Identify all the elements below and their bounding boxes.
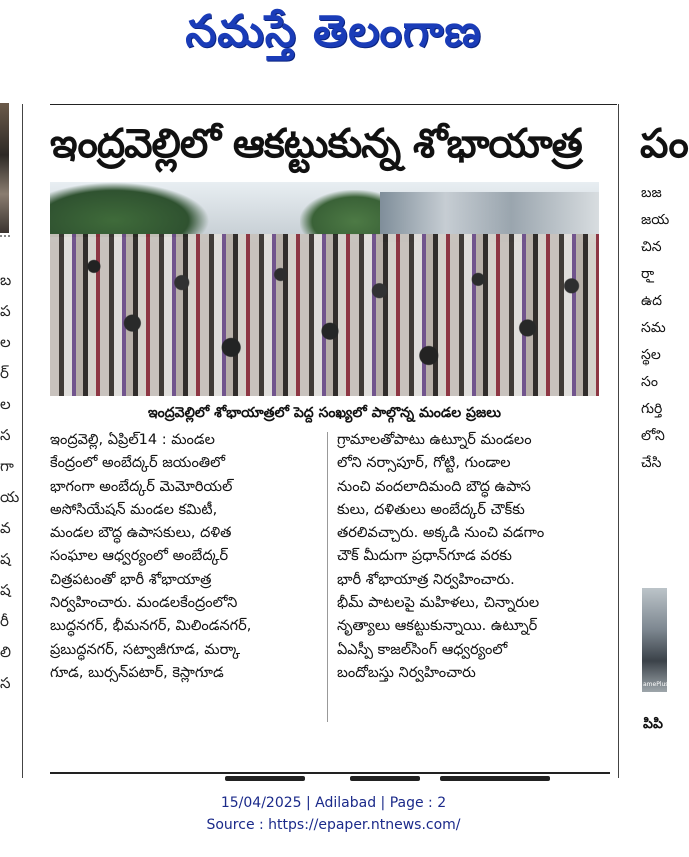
left-cut-line: గా — [0, 457, 14, 475]
right-cut-bottom-text: పిపి — [643, 716, 663, 732]
right-cut-line: సమ — [641, 320, 666, 336]
article-line: భారీ శోభాయాత్ర నిర్వహించారు. — [337, 571, 515, 588]
left-cut-line: ష — [0, 581, 11, 599]
photo-caption: ఇంద్రవెల్లిలో శోభాయాత్రలో పెద్ద సంఖ్యలో పాల్గొన్న మండల ప్రజలు — [148, 405, 501, 421]
article-line: ఇంద్రవెల్లి, ఏప్రిల్14 : మండల — [50, 432, 215, 448]
ink-fragment — [440, 776, 550, 781]
photo-trees — [50, 182, 210, 237]
left-cut-line: స — [0, 674, 11, 692]
right-cut-line: బజ — [641, 185, 662, 201]
right-cut-photo — [642, 588, 667, 692]
article-line: ఏఎస్పీ కాజల్‌సింగ్ ఆధ్వర్యంలో — [337, 641, 508, 658]
right-cut-line: చేసి — [641, 455, 662, 471]
left-divider — [0, 235, 10, 259]
left-cut-line: స — [0, 426, 11, 444]
right-cut-headline: పం — [640, 121, 689, 167]
left-cut-line: ర్ — [0, 364, 9, 382]
left-cut-line: య — [0, 488, 20, 506]
article-line: బుద్ధనగర్, భీమనగర్, మిలిండనగర్, — [50, 618, 252, 635]
left-cut-photo — [0, 103, 9, 233]
left-cut-line: ష — [0, 550, 11, 568]
right-cut-line: లోని — [641, 428, 665, 444]
left-cut-line: ల — [0, 333, 11, 351]
left-cut-line: ప — [0, 302, 11, 320]
right-cut-line: స్థల — [641, 347, 661, 363]
masthead — [0, 0, 667, 78]
left-cut-line: వ — [0, 519, 11, 537]
article-column-1 — [50, 429, 318, 685]
article-line: ప్రబుద్ధనగర్, సట్వాజీగూడ, మర్కా — [50, 641, 241, 658]
right-cut-line: జయ — [641, 212, 670, 228]
footer-source: Source : https://epaper.ntnews.com/ — [206, 817, 461, 833]
right-photo-credit: amePlus — [643, 681, 669, 688]
article-line: అసోసియేషన్ మండల కమిటీ, — [50, 501, 218, 518]
article-line: భీమ్ పాటలపై మహిళలు, చిన్నారుల — [337, 595, 540, 612]
left-cut-line: బ — [0, 271, 12, 289]
article-line: భాగంగా అంబేద్కర్ మెమోరియల్ — [50, 478, 233, 495]
article-line: కేంద్రంలో అంబేద్కర్ జయంతిలో — [50, 455, 226, 472]
article-line: నిర్వహించారు. మండలకేంద్రంలోని — [50, 595, 238, 612]
right-cut-line: గుర్తి — [641, 401, 663, 417]
left-cut-line: రీ — [0, 612, 9, 630]
left-column-rule — [22, 104, 23, 778]
text-column-rule — [327, 432, 328, 722]
right-cut-line: సం — [641, 374, 658, 390]
masthead-title: నమస్తే తెలంగాణ — [185, 6, 482, 57]
right-cut-line: రాౖ — [641, 266, 655, 282]
right-cut-column — [641, 180, 670, 480]
article-line: గ్రామాలతోపాటు ఉట్నూర్ మండలం — [337, 432, 532, 448]
right-column-rule — [618, 104, 619, 778]
page-footer — [0, 792, 667, 836]
article-column-2 — [337, 429, 599, 685]
article-line: మండల బౌద్ధ ఉపాసకులు, దళిత — [50, 525, 232, 542]
ink-fragment — [225, 776, 305, 781]
next-article-headline-fragment — [50, 772, 610, 784]
article-line: కులు, దళితులు అంబేద్కర్ చౌక్‌కు — [337, 501, 525, 518]
left-cut-line: ల — [0, 395, 11, 413]
footer-date-edition: 15/04/2025 | Adilabad | Page : 2 — [220, 795, 447, 811]
rally-photo — [50, 182, 599, 396]
right-cut-line: చిన — [641, 239, 662, 255]
article-line: బందోబస్తు నిర్వహించారు — [337, 664, 476, 681]
article-line: నృత్యాలు ఆకట్టుకున్నాయి. ఉట్నూర్ — [337, 618, 538, 635]
ink-fragment — [350, 776, 420, 781]
article-line: సంఘాల ఆధ్వర్యంలో అంబేద్కర్ — [50, 548, 229, 565]
article-line: తరలివచ్చారు. అక్కడి నుంచి వడగాం — [337, 525, 545, 542]
article-line: చిత్రపటంతో భారీ శోభాయాత్ర — [50, 571, 212, 588]
left-cut-column — [0, 265, 20, 692]
article-line: నుంచి వందలాదిమంది బౌద్ధ ఉపాస — [337, 478, 531, 495]
article-line: గూడ, బుర్సన్‌పటార్, కెస్లాగూడ — [50, 664, 224, 681]
left-cut-line: లి — [0, 643, 11, 661]
right-cut-line: ఉద — [641, 293, 663, 309]
top-rule — [50, 104, 617, 105]
article-headline: ఇంద్రవెల్లిలో ఆకట్టుకున్న శోభాయాత్ర — [50, 121, 582, 167]
photo-crowd — [50, 234, 599, 396]
article-line: చౌక్ మీదుగా ప్రధాన్‌గూడ వరకు — [337, 548, 512, 565]
article-line: లోని నర్సాపూర్, గోట్టి, గుండాల — [337, 455, 511, 472]
